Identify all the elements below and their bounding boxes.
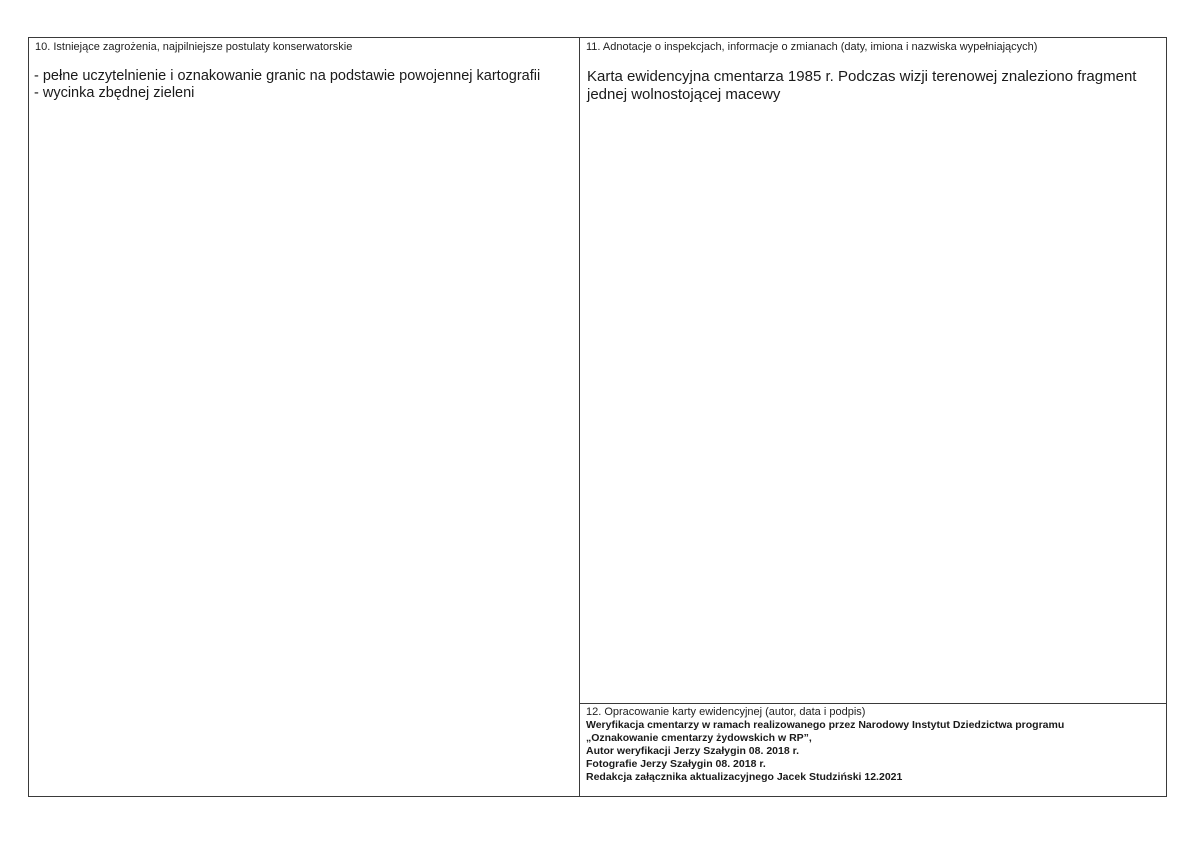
- section-divider: [580, 703, 1166, 704]
- section-11-label: 11. Adnotacje o inspekcjach, informacje o zmianach (daty, imiona i nazwiska wypełniających): [586, 41, 1038, 53]
- section-12-content: [586, 719, 1161, 784]
- author-line: Weryfikacja cmentarzy w ramach realizowanego przez Narodowy Instytut Dziedzictwa programu: [586, 719, 1065, 731]
- author-line: Fotografie Jerzy Szałygin 08. 2018 r.: [586, 758, 766, 770]
- threat-item: - pełne uczytelnienie i oznakowanie granic na podstawie powojennej kartografii: [34, 68, 541, 84]
- threat-item: - wycinka zbędnej zieleni: [34, 85, 195, 101]
- column-divider: [579, 38, 580, 796]
- record-card-form: [28, 37, 1167, 797]
- section-10-label: 10. Istniejące zagrożenia, najpilniejsze postulaty konserwatorskie: [35, 41, 353, 53]
- author-line: Redakcja załącznika aktualizacyjnego Jacek Studziński 12.2021: [586, 771, 903, 783]
- author-line: „Oznakowanie cmentarzy żydowskich w RP”,: [586, 732, 812, 744]
- section-11-content: Karta ewidencyjna cmentarza 1985 r. Podczas wizji terenowej znaleziono fragment jednej wolnostojącej macewy: [587, 68, 1137, 103]
- section-12-label: 12. Opracowanie karty ewidencyjnej (autor, data i podpis): [586, 706, 866, 718]
- author-line: Autor weryfikacji Jerzy Szałygin 08. 2018 r.: [586, 745, 800, 757]
- section-10-content: [34, 68, 574, 102]
